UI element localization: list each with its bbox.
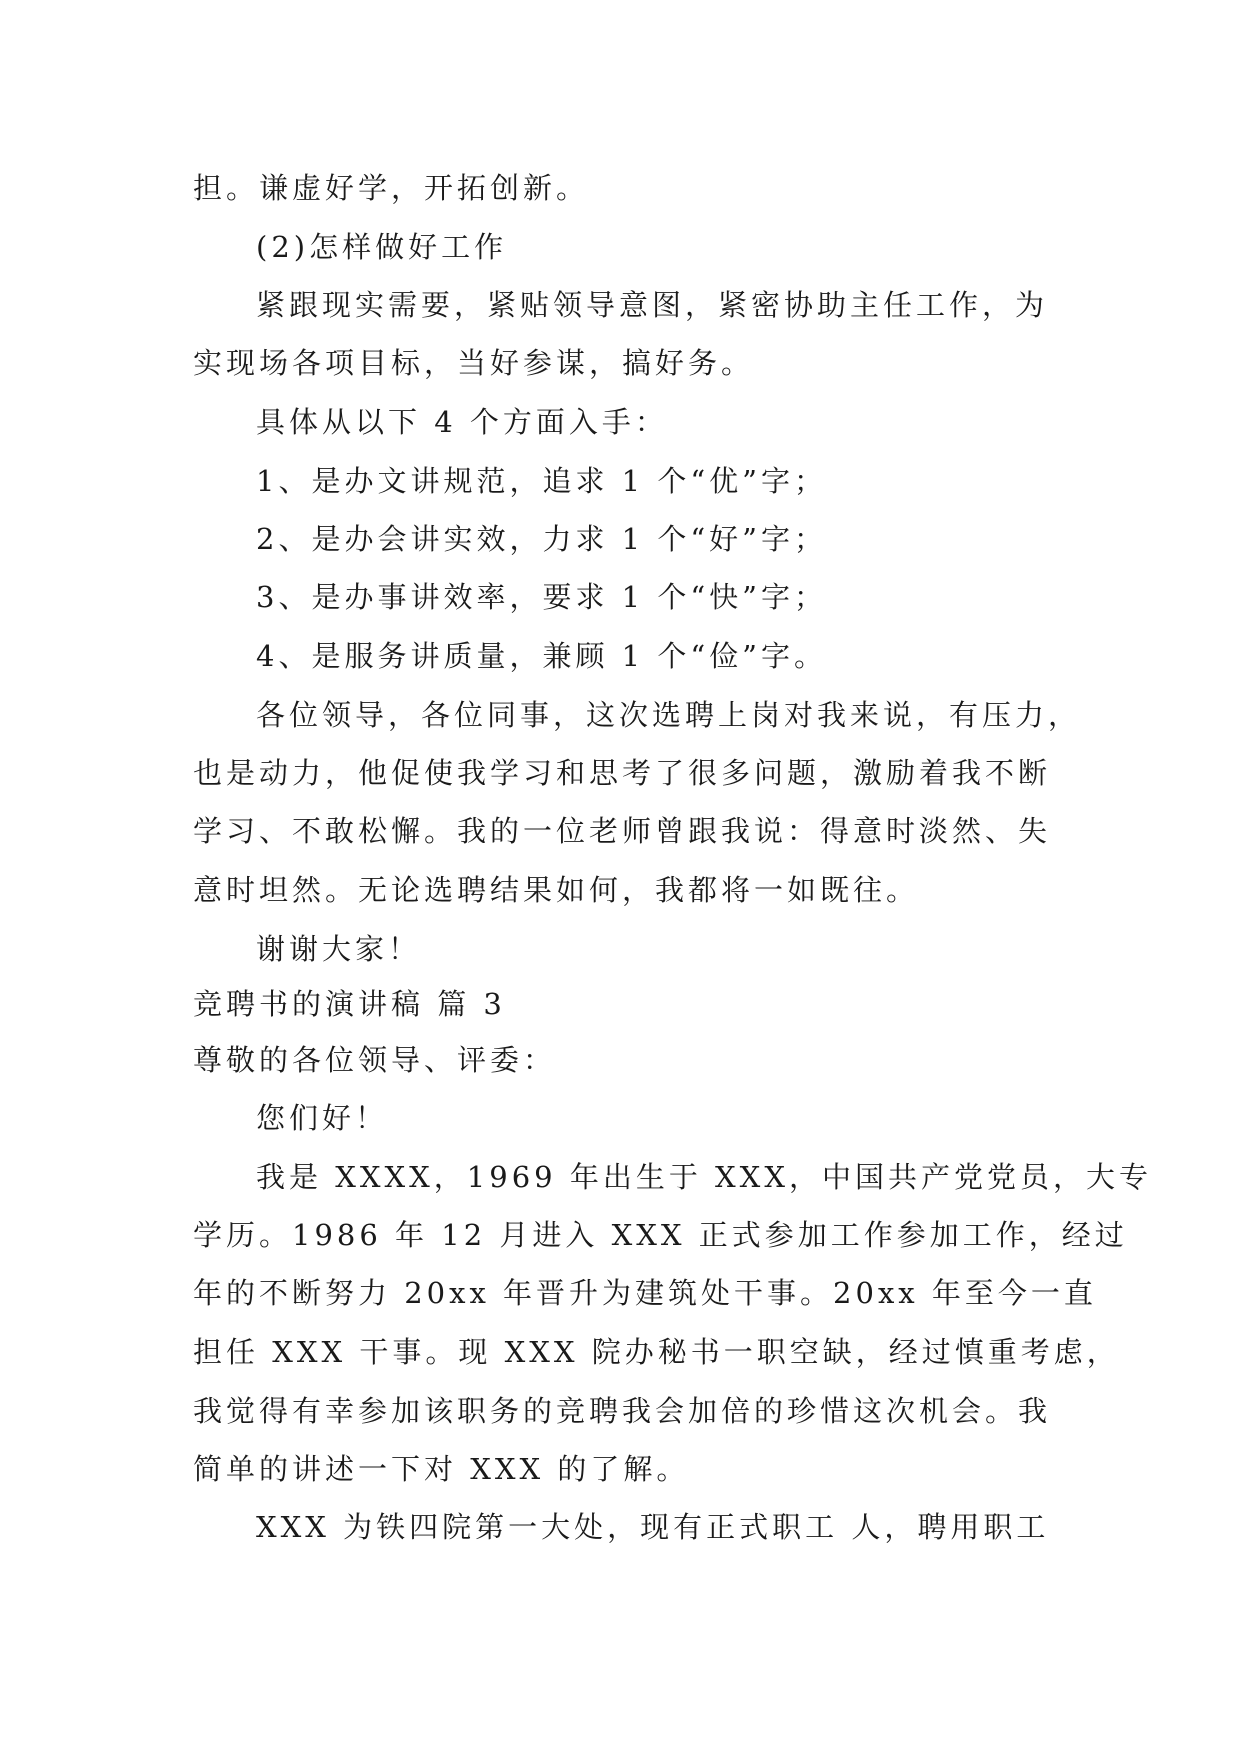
list-item: 1、是办文讲规范，追求 1 个“优”字； [256,464,827,498]
paragraph-line: 学习、不敢松懈。我的一位老师曾跟我说：得意时淡然、失 [193,814,1052,848]
paragraph-line: 学历。1986 年 12 月进入 XXX 正式参加工作参加工作，经过 [193,1218,1128,1252]
greeting: 您们好！ [256,1101,389,1135]
salutation: 尊敬的各位领导、评委： [193,1043,557,1077]
paragraph-line: 也是动力，他促使我学习和思考了很多问题，激励着我不断 [193,756,1052,790]
paragraph-line: 年的不断努力 20xx 年晋升为建筑处干事。20xx 年至今一直 [193,1276,1097,1310]
paragraph-line: 实现场各项目标，当好参谋，搞好务。 [193,346,755,380]
section-heading: (2)怎样做好工作 [256,230,508,264]
paragraph-line: 紧跟现实需要，紧贴领导意图，紧密协助主任工作，为 [256,288,1049,322]
paragraph-line: 具体从以下 4 个方面入手： [256,405,668,439]
list-item: 2、是办会讲实效，力求 1 个“好”字； [256,522,827,556]
paragraph-line: 我是 XXXX，1969 年出生于 XXX，中国共产党党员，大专 [256,1160,1152,1194]
paragraph-line: 意时坦然。无论选聘结果如何，我都将一如既往。 [193,873,920,907]
article-title: 竞聘书的演讲稿 篇 3 [193,987,506,1021]
list-item: 4、是服务讲质量，兼顾 1 个“俭”字。 [256,639,827,673]
paragraph-line: XXX 为铁四院第一大处，现有正式职工 人，聘用职工 [256,1510,1050,1544]
list-item: 3、是办事讲效率，要求 1 个“快”字； [256,580,827,614]
paragraph-line: 各位领导，各位同事，这次选聘上岗对我来说，有压力， [256,698,1082,732]
text-line: 担。谦虚好学，开拓创新。 [193,171,590,205]
paragraph-line: 我觉得有幸参加该职务的竞聘我会加倍的珍惜这次机会。我 [193,1394,1052,1428]
paragraph-line: 担任 XXX 干事。现 XXX 院办秘书一职空缺，经过慎重考虑， [193,1335,1120,1369]
paragraph-line: 谢谢大家！ [256,932,422,966]
paragraph-line: 简单的讲述一下对 XXX 的了解。 [193,1452,690,1486]
